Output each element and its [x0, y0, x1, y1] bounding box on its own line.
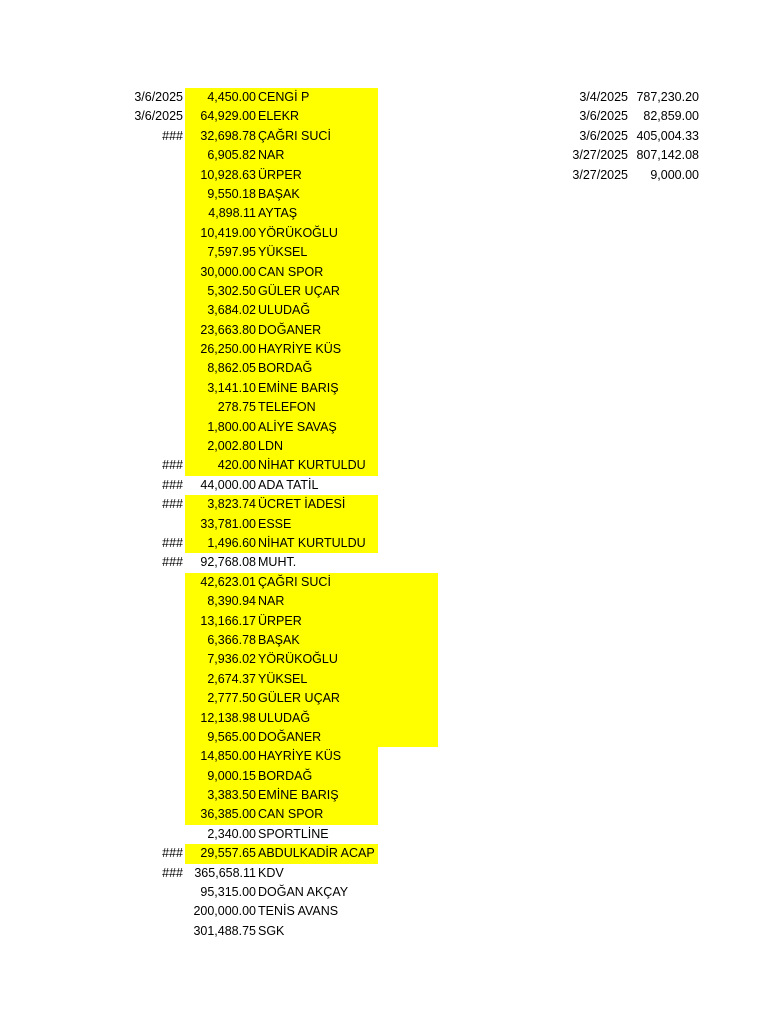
- date-cell[interactable]: ###: [162, 555, 183, 570]
- name-cell[interactable]: BAŞAK: [258, 632, 300, 647]
- table-row: [0, 437, 768, 456]
- table-row: [0, 495, 768, 514]
- name-cell[interactable]: DOĞANER: [258, 729, 322, 744]
- amount-cell[interactable]: 278.75: [217, 400, 256, 415]
- table-row: [0, 263, 768, 282]
- name-cell[interactable]: TELEFON: [258, 400, 316, 415]
- name-cell[interactable]: ESSE: [258, 516, 292, 531]
- amount-cell[interactable]: 1,800.00: [207, 419, 256, 434]
- amount-cell[interactable]: 33,781.00: [200, 516, 256, 531]
- name-cell[interactable]: KDV: [258, 865, 284, 880]
- table-row: [0, 883, 768, 902]
- name-cell[interactable]: ÜCRET İADESİ: [258, 497, 346, 512]
- name-cell[interactable]: EMİNE BARIŞ: [258, 788, 339, 803]
- amount-cell[interactable]: 365,658.11: [194, 865, 256, 880]
- name-cell[interactable]: LDN: [258, 439, 284, 454]
- side-amount-cell[interactable]: 9,000.00: [650, 167, 699, 182]
- amount-cell[interactable]: 92,768.08: [200, 555, 256, 570]
- name-cell[interactable]: EMİNE BARIŞ: [258, 380, 339, 395]
- name-cell[interactable]: YÖRÜKOĞLU: [258, 225, 338, 240]
- name-cell[interactable]: TENİS AVANS: [258, 904, 339, 919]
- table-row: [0, 88, 768, 107]
- amount-cell[interactable]: 10,419.00: [200, 225, 256, 240]
- name-cell[interactable]: NAR: [258, 594, 285, 609]
- table-row: [0, 146, 768, 165]
- amount-cell[interactable]: 14,850.00: [200, 749, 256, 764]
- table-row: [0, 340, 768, 359]
- side-date-cell[interactable]: 3/27/2025: [572, 148, 628, 163]
- name-cell[interactable]: ÇAĞRI SUCİ: [258, 128, 331, 143]
- table-row: [0, 767, 768, 786]
- table-row: [0, 359, 768, 378]
- name-cell[interactable]: CAN SPOR: [258, 807, 324, 822]
- table-row: [0, 418, 768, 437]
- side-amount-cell[interactable]: 405,004.33: [636, 128, 699, 143]
- amount-cell[interactable]: 1,496.60: [207, 535, 256, 550]
- table-row: [0, 805, 768, 824]
- table-row: [0, 166, 768, 185]
- date-cell[interactable]: ###: [162, 128, 183, 143]
- name-cell[interactable]: GÜLER UÇAR: [258, 283, 340, 298]
- amount-cell[interactable]: 26,250.00: [200, 342, 256, 357]
- name-cell[interactable]: CAN SPOR: [258, 264, 324, 279]
- side-amount-cell[interactable]: 787,230.20: [636, 90, 699, 104]
- amount-cell[interactable]: 8,390.94: [207, 594, 256, 609]
- table-row: [0, 204, 768, 223]
- name-cell[interactable]: ULUDAĞ: [258, 710, 311, 725]
- amount-cell[interactable]: 420.00: [217, 458, 256, 473]
- name-cell[interactable]: ADA TATİL: [258, 477, 319, 492]
- table-row: [0, 728, 768, 747]
- date-cell[interactable]: ###: [162, 477, 183, 492]
- name-cell[interactable]: ABDULKADİR ACAP: [258, 846, 375, 861]
- table-row: [0, 321, 768, 340]
- amount-cell[interactable]: 2,340.00: [207, 826, 256, 841]
- name-cell[interactable]: ÜRPER: [258, 167, 302, 182]
- amount-cell[interactable]: 42,623.01: [200, 574, 256, 589]
- spreadsheet: [0, 88, 768, 941]
- name-cell[interactable]: YÖRÜKOĞLU: [258, 652, 338, 667]
- table-row: [0, 243, 768, 262]
- date-cell[interactable]: 3/6/2025: [134, 109, 183, 124]
- name-cell[interactable]: AYTAŞ: [258, 206, 298, 221]
- amount-cell[interactable]: 6,905.82: [207, 148, 256, 163]
- name-cell[interactable]: SPORTLİNE: [258, 826, 329, 841]
- amount-cell[interactable]: 95,315.00: [200, 885, 256, 900]
- amount-cell[interactable]: 3,383.50: [207, 788, 256, 803]
- amount-cell[interactable]: 9,565.00: [207, 729, 256, 744]
- table-row: [0, 689, 768, 708]
- table-row: [0, 224, 768, 243]
- name-cell[interactable]: BAŞAK: [258, 186, 300, 201]
- name-cell[interactable]: CENGİ P: [258, 90, 310, 104]
- name-cell[interactable]: HAYRİYE KÜS: [258, 342, 342, 357]
- table-row: [0, 515, 768, 534]
- name-cell[interactable]: MUHT.: [258, 555, 297, 570]
- amount-cell[interactable]: 3,823.74: [207, 497, 256, 512]
- table-row: [0, 127, 768, 146]
- amount-cell[interactable]: 13,166.17: [200, 613, 256, 628]
- table-row: [0, 902, 768, 921]
- amount-cell[interactable]: 301,488.75: [193, 923, 256, 938]
- name-cell[interactable]: BORDAĞ: [258, 361, 313, 376]
- amount-cell[interactable]: 5,302.50: [207, 283, 256, 298]
- table-row: [0, 825, 768, 844]
- amount-cell[interactable]: 9,550.18: [207, 186, 256, 201]
- amount-cell[interactable]: 7,936.02: [207, 652, 256, 667]
- name-cell[interactable]: DOĞANER: [258, 322, 322, 337]
- table-row: [0, 456, 768, 475]
- table-row: [0, 631, 768, 650]
- date-cell[interactable]: ###: [162, 458, 183, 473]
- name-cell[interactable]: NİHAT KURTULDU: [258, 535, 366, 550]
- amount-cell[interactable]: 3,141.10: [207, 380, 256, 395]
- date-cell[interactable]: ###: [162, 497, 183, 512]
- side-date-cell[interactable]: 3/4/2025: [579, 90, 628, 104]
- date-cell[interactable]: ###: [162, 865, 183, 880]
- table-row: [0, 476, 768, 495]
- amount-cell[interactable]: 2,002.80: [207, 439, 256, 454]
- amount-cell[interactable]: 4,450.00: [207, 90, 256, 104]
- amount-cell[interactable]: 44,000.00: [200, 477, 256, 492]
- date-cell[interactable]: ###: [162, 535, 183, 550]
- name-cell[interactable]: SGK: [258, 923, 285, 938]
- table-row: [0, 107, 768, 126]
- amount-cell[interactable]: 2,777.50: [207, 691, 256, 706]
- amount-cell[interactable]: 10,928.63: [200, 167, 256, 182]
- amount-cell[interactable]: 30,000.00: [200, 264, 256, 279]
- amount-cell[interactable]: 36,385.00: [200, 807, 256, 822]
- table-row: [0, 612, 768, 631]
- table-row: [0, 922, 768, 941]
- name-cell[interactable]: ÇAĞRI SUCİ: [258, 574, 331, 589]
- amount-cell[interactable]: 6,366.78: [207, 632, 256, 647]
- table-row: [0, 398, 768, 417]
- amount-cell[interactable]: 32,698.78: [200, 128, 256, 143]
- table-row: [0, 301, 768, 320]
- name-cell[interactable]: ALİYE SAVAŞ: [258, 419, 337, 434]
- table-row: [0, 185, 768, 204]
- table-row: [0, 534, 768, 553]
- amount-cell[interactable]: 8,862.05: [207, 361, 256, 376]
- name-cell[interactable]: YÜKSEL: [258, 671, 308, 686]
- name-cell[interactable]: ULUDAĞ: [258, 303, 311, 318]
- amount-cell[interactable]: 64,929.00: [200, 109, 256, 124]
- name-cell[interactable]: YÜKSEL: [258, 245, 308, 260]
- date-cell[interactable]: 3/6/2025: [134, 90, 183, 104]
- table-row: [0, 747, 768, 766]
- amount-cell[interactable]: 4,898.11: [208, 206, 256, 221]
- side-date-cell[interactable]: 3/27/2025: [572, 167, 628, 182]
- side-amount-cell[interactable]: 82,859.00: [643, 109, 699, 124]
- side-amount-cell[interactable]: 807,142.08: [636, 148, 699, 163]
- name-cell[interactable]: HAYRİYE KÜS: [258, 749, 342, 764]
- amount-cell[interactable]: 200,000.00: [193, 904, 256, 919]
- table-row: [0, 864, 768, 883]
- name-cell[interactable]: NİHAT KURTULDU: [258, 458, 366, 473]
- name-cell[interactable]: ELEKR: [258, 109, 299, 124]
- side-date-cell[interactable]: 3/6/2025: [579, 128, 628, 143]
- table-row: [0, 786, 768, 805]
- amount-cell[interactable]: 3,684.02: [207, 303, 256, 318]
- amount-cell[interactable]: 7,597.95: [207, 245, 256, 260]
- amount-cell[interactable]: 12,138.98: [200, 710, 256, 725]
- amount-cell[interactable]: 2,674.37: [207, 671, 256, 686]
- side-date-cell[interactable]: 3/6/2025: [579, 109, 628, 124]
- table-row: [0, 573, 768, 592]
- table-row: [0, 670, 768, 689]
- amount-cell[interactable]: 23,663.80: [200, 322, 256, 337]
- table-row: [0, 553, 768, 572]
- table-row: [0, 282, 768, 301]
- table-row: [0, 379, 768, 398]
- table-row: [0, 709, 768, 728]
- amount-cell[interactable]: 29,557.65: [200, 846, 256, 861]
- date-cell[interactable]: ###: [162, 846, 183, 861]
- name-cell[interactable]: BORDAĞ: [258, 768, 313, 783]
- table-row: [0, 592, 768, 611]
- table-row: [0, 650, 768, 669]
- amount-cell[interactable]: 9,000.15: [207, 768, 256, 783]
- name-cell[interactable]: GÜLER UÇAR: [258, 691, 340, 706]
- name-cell[interactable]: ÜRPER: [258, 613, 302, 628]
- name-cell[interactable]: DOĞAN AKÇAY: [258, 885, 349, 900]
- table-row: [0, 844, 768, 863]
- name-cell[interactable]: NAR: [258, 148, 285, 163]
